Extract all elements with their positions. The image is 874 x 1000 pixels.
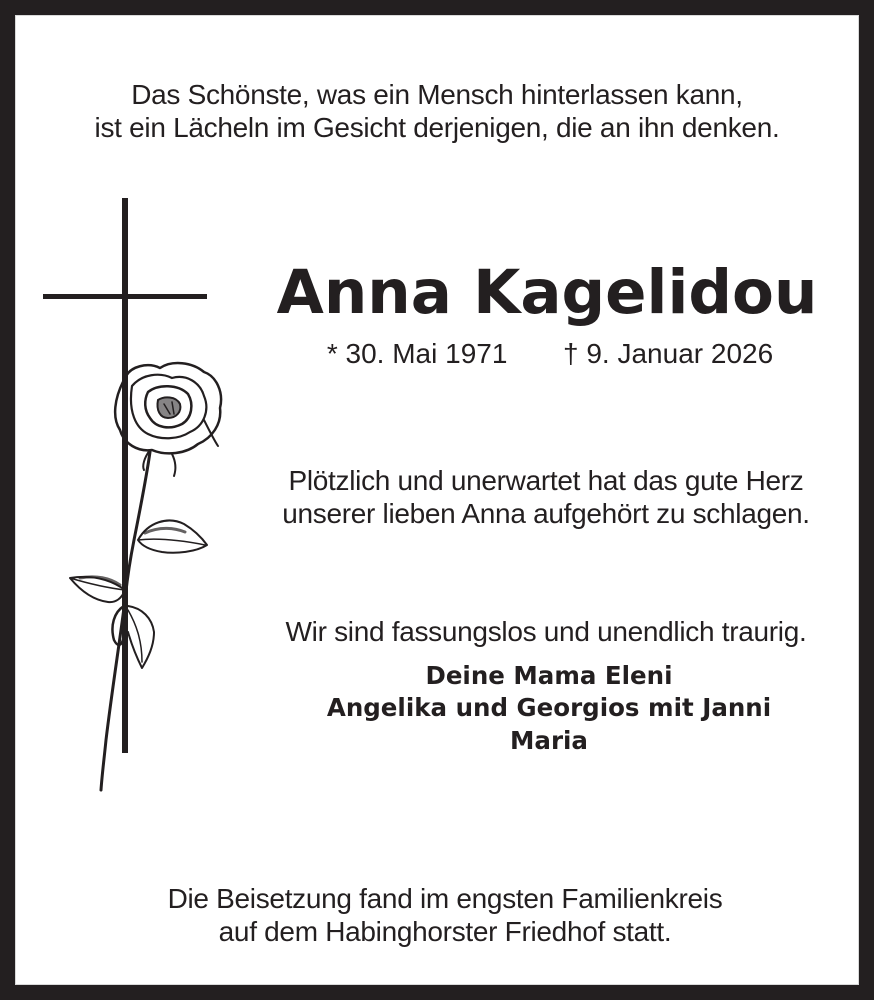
quote-line-2: ist ein Lächeln im Gesicht derjenigen, die an ihn denken. (94, 112, 780, 143)
deceased-name: Anna Kagelidou (276, 257, 818, 328)
funeral-note-line-1: Die Beisetzung fand im engsten Familienkreis (167, 883, 723, 914)
birth-symbol: * (326, 338, 338, 369)
mourner-line-1: Deine Mama Eleni (425, 661, 673, 690)
cross-icon (43, 198, 207, 753)
cross-and-rose-artwork (30, 190, 250, 810)
birth-date: 30. Mai 1971 (345, 338, 508, 369)
death-date: 9. Januar 2026 (586, 338, 774, 369)
message-line-1: Plötzlich und unerwartet hat das gute Herz (288, 465, 804, 496)
mourner-line-3: Maria (510, 726, 588, 755)
funeral-note-line-2: auf dem Habinghorster Friedhof statt. (218, 916, 672, 947)
death-symbol-icon: † (562, 338, 579, 369)
mourner-line-2: Angelika und Georgios mit Janni (326, 693, 772, 722)
quote-line-1: Das Schönste, was ein Mensch hinterlassen kann, (131, 79, 743, 110)
life-dates (327, 337, 773, 370)
rose-icon (70, 363, 221, 790)
message-line-2: unserer lieben Anna aufgehört zu schlagen. (282, 498, 810, 529)
grief-line: Wir sind fassungslos und unendlich traurig. (285, 616, 807, 647)
